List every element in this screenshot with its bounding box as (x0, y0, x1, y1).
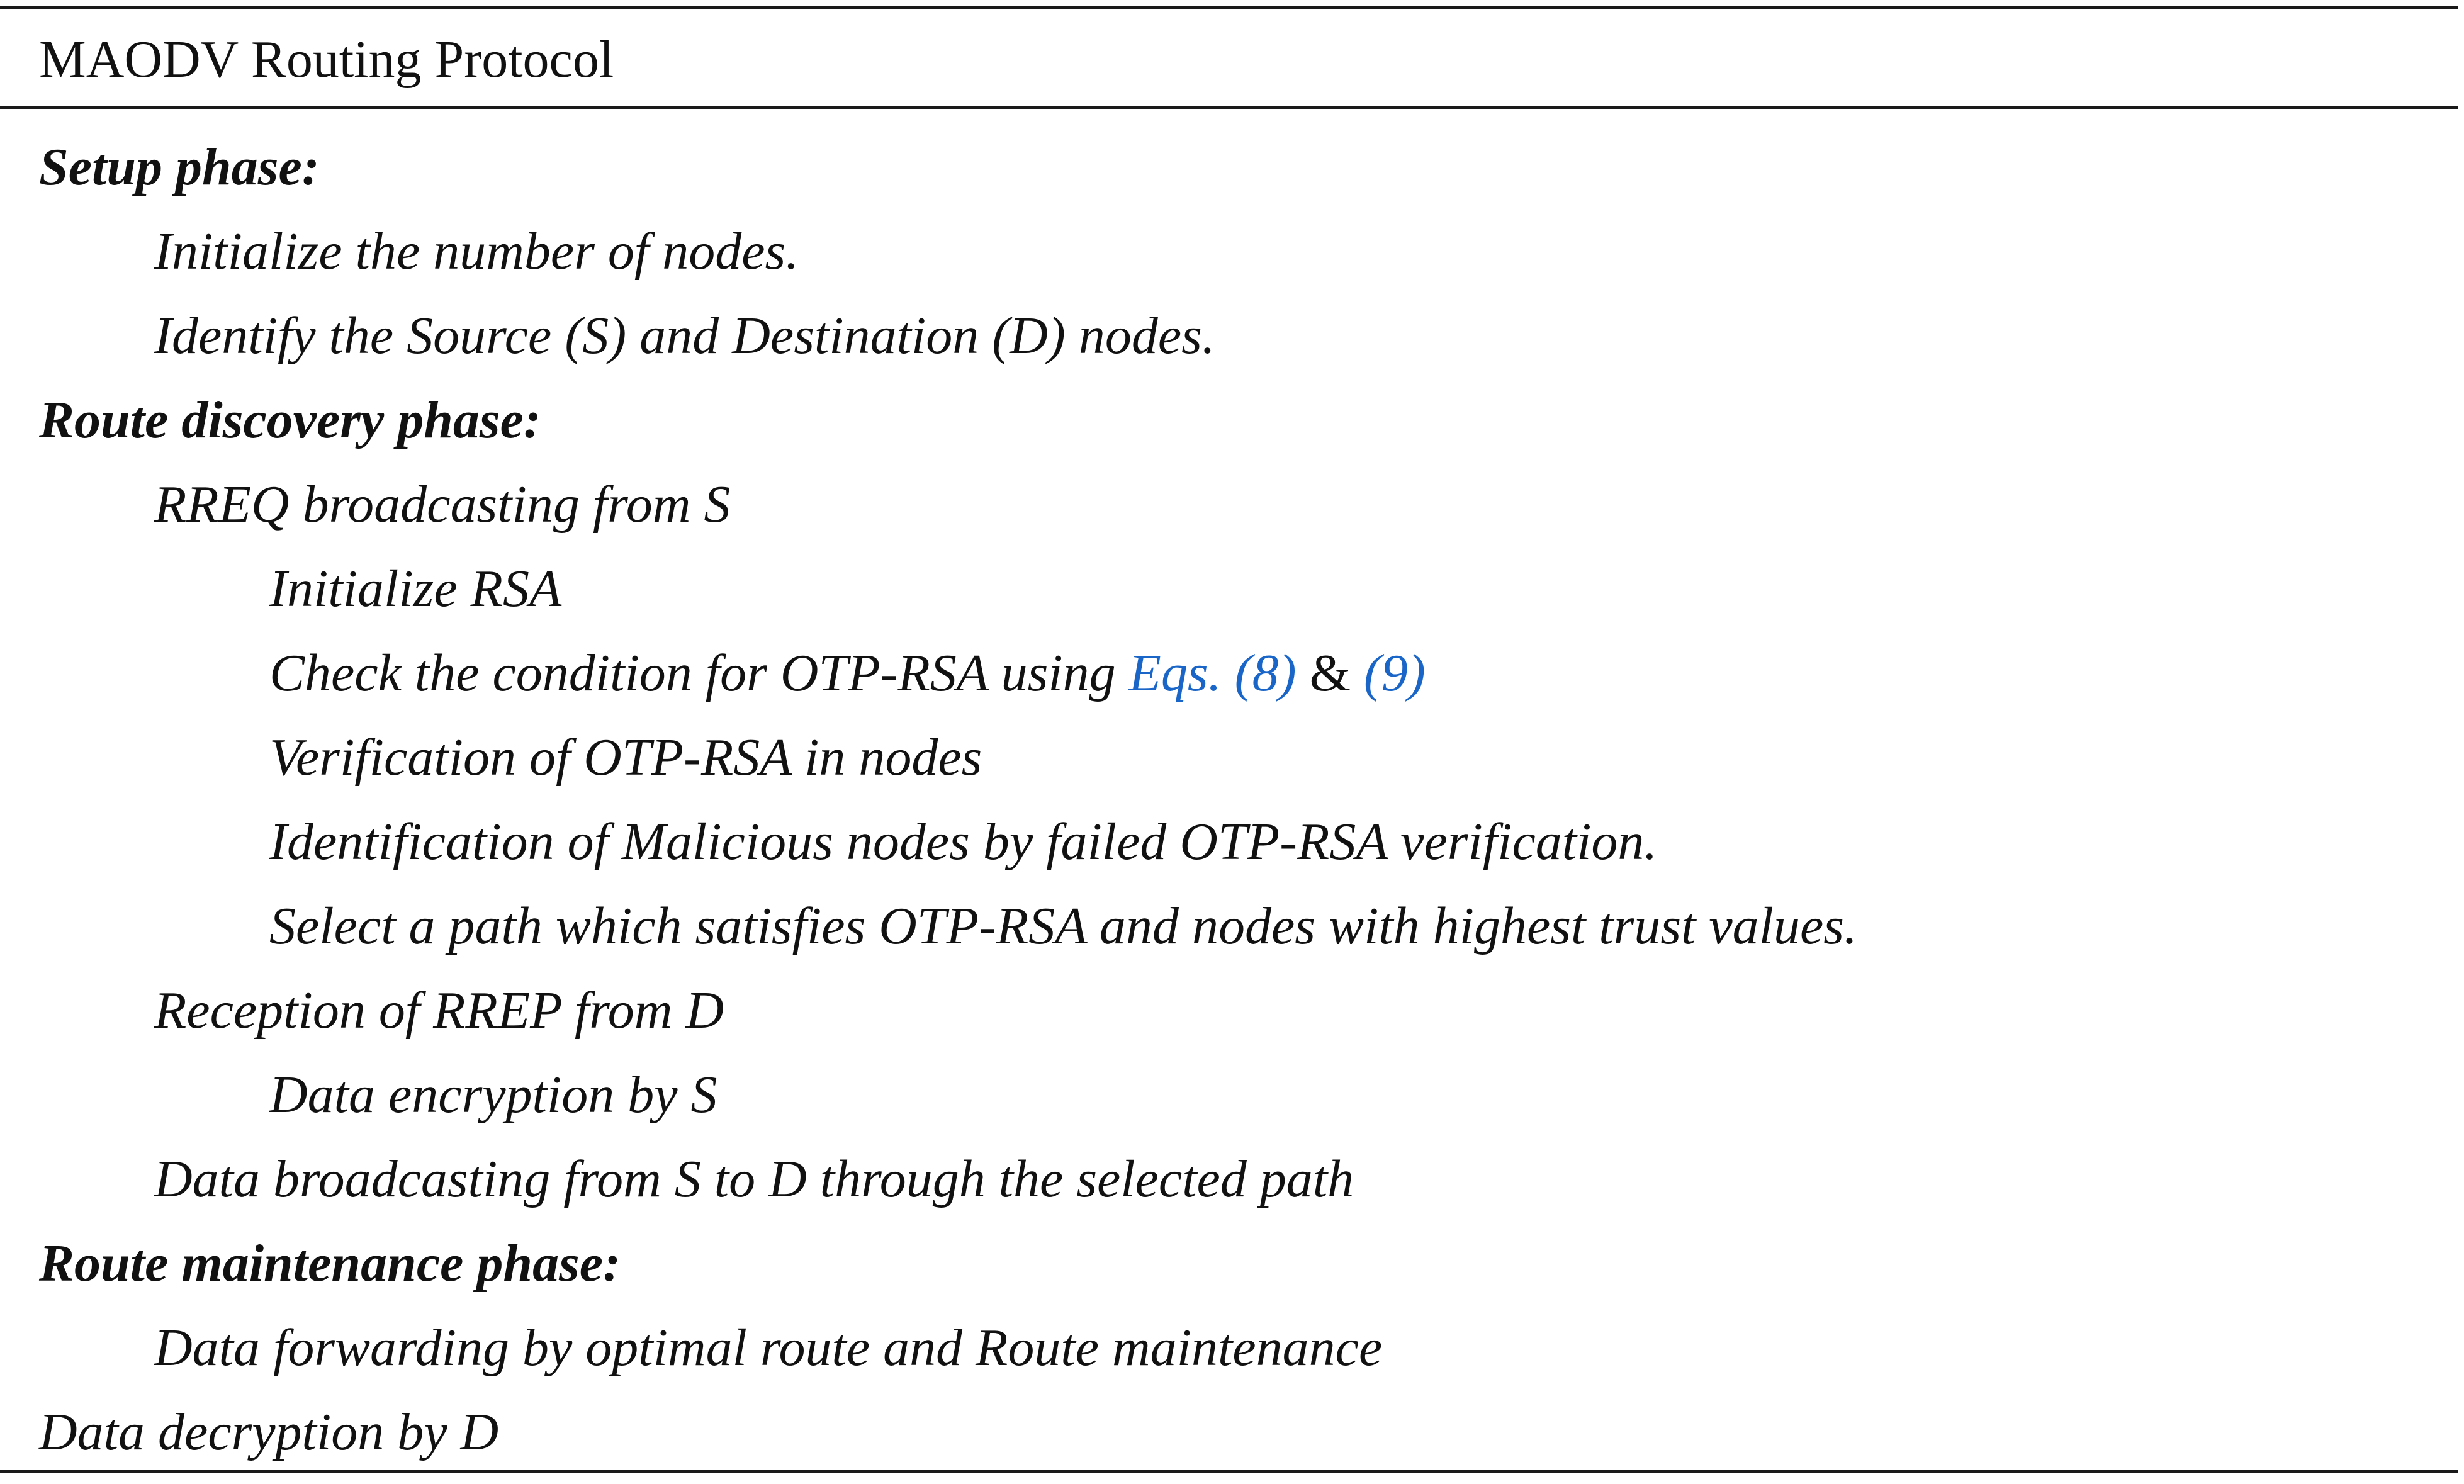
step-identify-malicious: Identification of Malicious nodes by failed OTP-RSA verification. (269, 812, 1658, 871)
setup-step-initialize-nodes: Initialize the number of nodes. (154, 222, 799, 281)
check-condition-text: Check the condition for OTP-RSA using (269, 644, 1129, 702)
bottom-rule (0, 1470, 2458, 1473)
route-discovery-phase-heading: Route discovery phase: (39, 391, 541, 449)
setup-step-identify-nodes: Identify the Source (S) and Destination (D) nodes. (154, 306, 1215, 365)
step-data-encryption: Data encryption by S (269, 1065, 717, 1124)
step-data-decryption: Data decryption by D (39, 1403, 499, 1461)
step-data-forwarding: Data forwarding by optimal route and Route maintenance (154, 1318, 1383, 1377)
setup-phase-heading: Setup phase: (39, 138, 320, 196)
algorithm-title: MAODV Routing Protocol (39, 30, 614, 89)
header-rule (0, 106, 2458, 109)
algorithm-body (0, 125, 2458, 1475)
step-check-condition (0, 631, 2458, 716)
ampersand: & (1296, 644, 1364, 702)
route-maintenance-phase-heading: Route maintenance phase: (39, 1234, 621, 1293)
step-data-broadcasting: Data broadcasting from S to D through the selected path (154, 1150, 1354, 1208)
step-rrep-reception: Reception of RREP from D (154, 981, 724, 1040)
top-rule (0, 6, 2458, 9)
step-verification: Verification of OTP-RSA in nodes (269, 728, 982, 787)
equation-link-8[interactable]: Eqs. (8) (1128, 644, 1297, 702)
step-initialize-rsa: Initialize RSA (269, 559, 562, 618)
step-select-path: Select a path which satisfies OTP-RSA and nodes with highest trust values. (269, 897, 1857, 955)
equation-link-9[interactable]: (9) (1363, 644, 1426, 702)
step-rreq-broadcasting: RREQ broadcasting from S (154, 475, 731, 534)
